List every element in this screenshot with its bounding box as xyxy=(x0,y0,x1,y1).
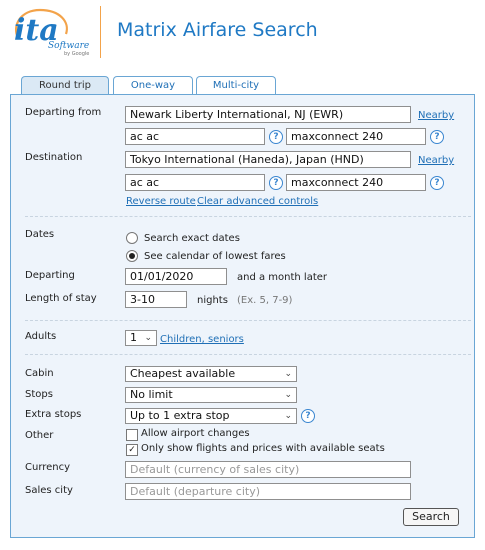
cabin-select-value: Cheapest available xyxy=(130,367,236,380)
sales-city-label: Sales city xyxy=(25,485,73,496)
departing-date-input[interactable]: 01/01/2020 xyxy=(125,268,227,285)
cabin-select[interactable] xyxy=(125,366,297,382)
reverse-route-link[interactable]: Reverse route xyxy=(126,196,196,207)
currency-label: Currency xyxy=(25,462,71,473)
tab-one-way[interactable]: One-way xyxy=(113,76,193,95)
calendar-of-lowest-fares-radio[interactable] xyxy=(126,250,138,262)
search-form-panel xyxy=(10,94,475,538)
ita-software-logo xyxy=(8,4,98,58)
length-of-stay-input[interactable]: 3-10 xyxy=(125,291,187,308)
clear-advanced-controls-link[interactable]: Clear advanced controls xyxy=(197,196,319,207)
destination-nearby-link[interactable]: Nearby xyxy=(418,155,455,166)
routing-help-icon[interactable]: ? xyxy=(269,130,283,144)
section-divider xyxy=(25,320,471,321)
tab-round-trip[interactable]: Round trip xyxy=(21,76,109,96)
calendar-of-lowest-fares-label: See calendar of lowest fares xyxy=(144,251,286,262)
departing-from-label: Departing from xyxy=(25,107,102,118)
section-divider xyxy=(25,354,471,355)
extra-stops-select-value: Up to 1 extra stop xyxy=(130,409,230,422)
chevron-down-icon: ⌄ xyxy=(284,369,292,379)
origin-extension-codes-input[interactable]: maxconnect 240 xyxy=(286,128,426,145)
departing-date-label: Departing xyxy=(25,270,75,281)
length-of-stay-label: Length of stay xyxy=(25,293,97,304)
stops-select[interactable] xyxy=(125,387,297,403)
adults-select[interactable] xyxy=(125,330,157,346)
departing-date-suffix: and a month later xyxy=(237,272,328,283)
chevron-down-icon: ⌄ xyxy=(284,390,292,400)
logo-by-google-text: by Google xyxy=(64,51,90,57)
search-exact-dates-radio[interactable] xyxy=(126,232,138,244)
extra-stops-select[interactable] xyxy=(125,408,297,424)
destination-input[interactable]: Tokyo International (Haneda), Japan (HND) xyxy=(125,151,411,168)
children-seniors-link[interactable]: Children, seniors xyxy=(160,334,244,345)
origin-nearby-link[interactable]: Nearby xyxy=(418,110,455,121)
adults-select-value: 1 xyxy=(130,331,137,344)
destination-extension-codes-input[interactable]: maxconnect 240 xyxy=(286,174,426,191)
search-button[interactable]: Search xyxy=(403,508,459,526)
header-divider xyxy=(100,6,101,58)
logo-software-text: Software xyxy=(48,41,90,51)
nights-label: nights xyxy=(197,295,228,306)
destination-routing-codes-input[interactable]: ac ac xyxy=(125,174,265,191)
destination-label: Destination xyxy=(25,152,83,163)
sales-city-input[interactable]: Default (departure city) xyxy=(125,483,411,500)
chevron-down-icon: ⌄ xyxy=(144,333,152,343)
origin-routing-codes-input[interactable]: ac ac xyxy=(125,128,265,145)
adults-label: Adults xyxy=(25,331,57,342)
tab-multi-city[interactable]: Multi-city xyxy=(196,76,276,95)
only-available-seats-label: Only show flights and prices with available seats xyxy=(141,443,385,454)
stops-label: Stops xyxy=(25,389,53,400)
page-title: Matrix Airfare Search xyxy=(117,19,318,41)
other-label: Other xyxy=(25,430,54,441)
routing-help-icon[interactable]: ? xyxy=(269,176,283,190)
logo-ita-text: ita xyxy=(14,13,59,48)
origin-input[interactable]: Newark Liberty International, NJ (EWR) xyxy=(125,106,411,123)
currency-input[interactable]: Default (currency of sales city) xyxy=(125,461,411,478)
allow-airport-changes-checkbox[interactable] xyxy=(126,429,138,441)
extension-help-icon[interactable]: ? xyxy=(430,130,444,144)
extension-help-icon[interactable]: ? xyxy=(430,176,444,190)
extra-stops-label: Extra stops xyxy=(25,409,82,420)
dates-label: Dates xyxy=(25,229,55,240)
cabin-label: Cabin xyxy=(25,368,54,379)
extra-stops-help-icon[interactable]: ? xyxy=(301,409,315,423)
stops-select-value: No limit xyxy=(130,388,173,401)
length-of-stay-hint: (Ex. 5, 7-9) xyxy=(237,295,293,306)
section-divider xyxy=(25,216,471,217)
search-exact-dates-label: Search exact dates xyxy=(144,233,240,244)
chevron-down-icon: ⌄ xyxy=(284,411,292,421)
allow-airport-changes-label: Allow airport changes xyxy=(141,428,250,439)
only-available-seats-checkbox[interactable]: ✓ xyxy=(126,444,138,456)
